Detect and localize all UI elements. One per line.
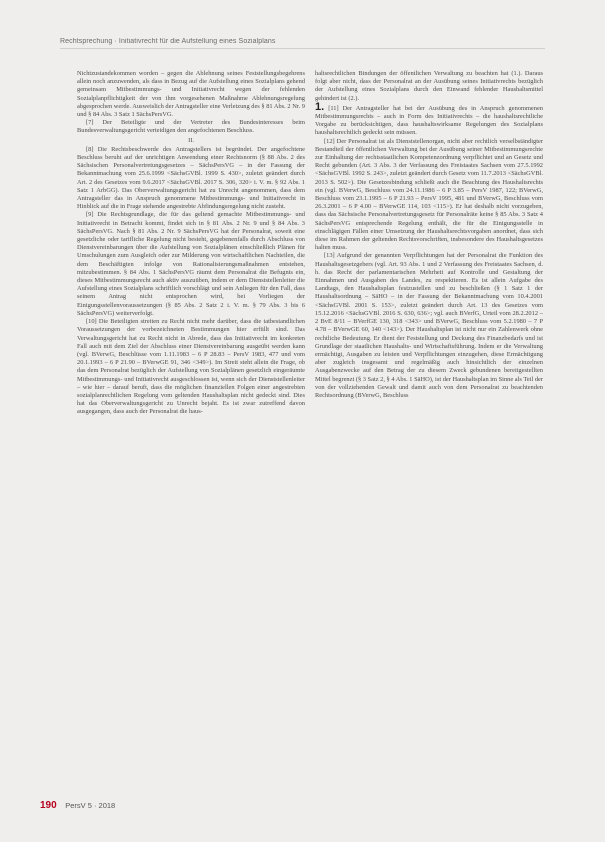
paragraph: Nichtzustandekommen worden – gegen die Ablehnung seines Feststellungsbegehrens allein noch anzuwenden, als dass in Bezug auf die Aufstellung eines Sozialplans gehend gemeinsam Mitbestimmungs- und Initiativrecht wegen der fehlenden Sozialplanpflichtigkeit der von ihm vorgesehenen Maßnahme Ablehnungsregelung abgesprochen werde. Ausweislich der Antragsteller eine Verletzung des § 81 Abs. 2 Nr. 9 und § 84 Abs. 3 Satz 1 SächsPersVG. <box>77 70 305 119</box>
numbered-paragraph <box>315 100 543 138</box>
section-number: 1. <box>315 100 325 113</box>
paragraph: [13] Aufgrund der genannten Verpflichtungen hat der Personalrat die Funktion des Haushaltsgesetzgebers (vgl. Art. 93 Abs. 1 und 2 Verfassung des Freistaates Sachsen, d. h. das Recht der parlamentarischen Mehrheit auf Kontrolle und Gestaltung der Einnahmen und Ausgaben des Landes, zu respektieren. Es ist allein Aufgabe des Landtags, den Haushaltsplan festzustellen und zu beschließen (§ 1 Satz 1 der Haushaltsordnung – SäHO – in der Fassung der Bekanntmachung vom 10.4.2001 <SächsGVBl. 2001 S. 153>, zuletzt geändert durch Art. 13 des Gesetzes vom 15.12.2016 <SächsGVBl. 2016 S. 630, 636>; vgl. auch BVerfG, Urteil vom 28.2.2012 – 2 BvE 8/11 – BVerfGE 130, 318 <343> und BVerwG, Beschluss vom 5.2.1980 – 7 P 4.78 – BVerwGE 60, 140 <143>). Der Haushaltsplan ist nicht nur ein Zahlenwerk ohne rechtliche Bedeutung. Er dient der Feststellung und Deckung des Finanzbedarfs und ist Grundlage der staatlichen Haushalts- und Wirtschaftsführung. Indem er die Verwaltung ermächtigt, Ausgaben zu leisten und Verpflichtungen einzugehen, diese Ermächtigung aber zugleich insgesamt und regelmäßig auch hinsichtlich der einzelnen Ausgabenzwecke auf den Betrag der zu diesem Zweck gebundenen bereitgestellten Mittel begrenzt (§ 3 Satz 2, § 4 Abs. 1 SäHO), ist der Haushaltsplan im Sinne als Teil der von der vollziehenden Gewalt und damit auch von dem Personalrat zu beachtenden Rechtsordnung (BVerwG, Beschluss <box>315 252 543 399</box>
paragraph: [9] Die Rechtsgrundlage, die für das geltend gemachte Mitbestimmungs- und Initiativrecht in Betracht kommt, findet sich in § 81 Abs. 2 Nr. 9 und § 84 Abs. 3 SächsPersVG. Nach § 81 Abs. 2 Nr. 9 SächsPersVG hat der Personalrat, soweit eine gesetzliche oder tarifliche Regelung nicht besteht, gegebenenfalls durch Abschluss von Dienstvereinbarungen über die Aufstellung von Sozialplänen einschließlich Plänen für Umschulungen zum Ausgleich oder zur Milderung von wirtschaftlichen Nachteilen, die dem Beschäftigten infolge von Rationalisierungsmaßnahmen entstehen, mitzubestimmen. § 84 Abs. 1 SächsPersVG räumt dem Personalrat die Befugnis ein, dieses Mitbestimmungsrecht auch aktiv auszuüben, indem er dem Dienststellenleiter die Aufstellung eines Sozialplans schriftlich vorschlägt und sein Anliegen für den Fall, dass seinem Antrag nicht entsprochen wird, bei Vorliegen der Einigungsstellenvoraussetzungen (§ 85 Abs. 2 Satz 2 i. V. m. § 79 Abs. 3 bis 6 SächsPersVG) weiterverfolgt. <box>77 211 305 317</box>
paragraph: [12] Der Personalrat ist als Dienststellenorgan, nicht aber rechtlich verselbständigter Bestandteil der öffentlichen Verwaltung bei der Ausübung seiner Mitbestimmungsrechte zur Einhaltung der rechtsstaatlichen Kompetenzordnung verpflichtet und an Gesetz und Recht gebunden (Art. 3 Abs. 3 der Verfassung des Freistaates Sachsen vom 27.5.1992 <SächsGVBl. 1992 S. 243>, zuletzt geändert durch Gesetz vom 11.7.2013 <SächsGVBl. 2013 S. 502>). Die Gesetzesbindung schließt auch die Beachtung des Haushaltsrechts ein (vgl. BVerwG, Beschluss vom 24.11.1986 – 6 P 3.85 – PersV 1987, 122; BVerwG, Beschluss vom 23.1.1995 – 6 P 21.93 – PersV 1995, 481 und BVerwG, Beschluss vom 26.3.2001 – 6 P 4.00 – BVerwGE 114, 103 <115>). Er hat deshalb nicht vorzugeben, dass das Sächsische Personalvertretungsgesetz für Personalräte keine § 85 Abs. 3 Satz 4 SächsPersVG entsprechende Regelung enthält, die für die Einigungsstelle in einschlägigen Fällen einer Umsetzung der Haushaltsrechtsvorgaben anordnet, dass sich diese im Rahmen der geltenden Rechtsvorschriften, insbesondere des Haushaltsgesetzes halten muss. <box>315 137 543 252</box>
journal-source: PersV 5 · 2018 <box>65 801 116 810</box>
page-number: 190 <box>40 800 57 811</box>
paragraph: haltsrechtlichen Bindungen der öffentlichen Verwaltung zu beachten hat (1.). Daraus folgt aber nicht, dass der Personalrat an der Ausübung seines Initiativrechts bezüglich der Aufstellung eines Sozialplans durch den Einwand fehlender Haushaltsmittel gehindert ist (2.). <box>315 70 543 102</box>
paragraph: [8] Die Rechtsbeschwerde des Antragstellers ist begründet. Der angefochtene Beschluss beruht auf der unrichtigen Anwendung einer Rechtsnorm (§ 88 Abs. 2 des Sächsischen Personalvertretungsgesetzes – SächsPersVG – in der Fassung der Bekanntmachung vom 25.6.1999 <SächsGVBl. 1999 S. 430>, zuletzt geändert durch Art. 2 des Gesetzes vom 9.6.2017 <SächsGVBl. 2017 S. 306, 320> i. V. m. § 92 Abs. 1 Satz 1 ArbGG). Das Oberverwaltungsgericht hat zu Unrecht angenommen, dass dem Antragsteller das in Anspruch genommene Mitbestimmungs- und Initiativrecht in Hinblick auf die in Frage stehende angestrebte Abfindungsregelung nicht zusteht. <box>77 145 305 211</box>
section-heading: II. <box>188 136 194 144</box>
paragraph: [10] Die Beteiligten streiten zu Recht nicht mehr darüber, dass die tatbestandlichen Voraussetzungen der vorbezeichneten Bestimmungen hier erfüllt sind. Das Verwaltungsgericht hat zu Recht nicht in Abrede, dass das Initiativrecht im konkreten Fall auch mit dem Ziel der Abschluss einer Dienstvereinbarung ausgeübt werden kann (vgl. BVerwG, Beschlüsse vom 1.11.1983 – 6 P 28.83 – PersV 1983, 477 und vom 20.1.1993 – 6 P 21.90 – BVerwGE 91, 346 <349>). Im Streit steht allein die Frage, ob das dem Personalrat bezüglich der Aufstellung von Sozialplänen gesetzlich eingeräumte Mitbestimmungs- und Initiativrecht ausgeschlossen ist, wenn sich der Dienststellenleiter – wie hier – darauf beruft, dass die möglichen finanziellen Folgen einer angestrebten sozialplanrechtlichen Regelung vom geltenden Haushaltsplan nicht gedeckt sind. Dies hat das Oberverwaltungsgericht zu Unrecht bejaht. Es ist zwar zutreffend davon ausgegangen, dass auch der Personalrat die haus- <box>77 318 305 416</box>
paragraph-text: [11] Der Antragsteller hat bei der Ausübung des in Anspruch genommenen Mitbestimmungsrechts – auch in Form des Initiativrechts – die haushaltsrechtliche Vorgabe zu berücksichtigen, dass haushaltswirksame Regelungen des Sozialplans haushaltsrechtlich gedeckt sein müssen. <box>315 104 543 137</box>
left-column <box>77 70 305 417</box>
right-column <box>315 70 543 400</box>
paragraph: [7] Der Beteiligte und der Vertreter des Bundesinteresses beim Bundesverwaltungsgericht verteidigen den angefochtenen Beschluss. <box>77 119 305 135</box>
page-footer <box>40 800 115 811</box>
running-header: Rechtsprechung · Initiativrecht für die Aufstellung eines Sozialplans <box>60 38 545 49</box>
